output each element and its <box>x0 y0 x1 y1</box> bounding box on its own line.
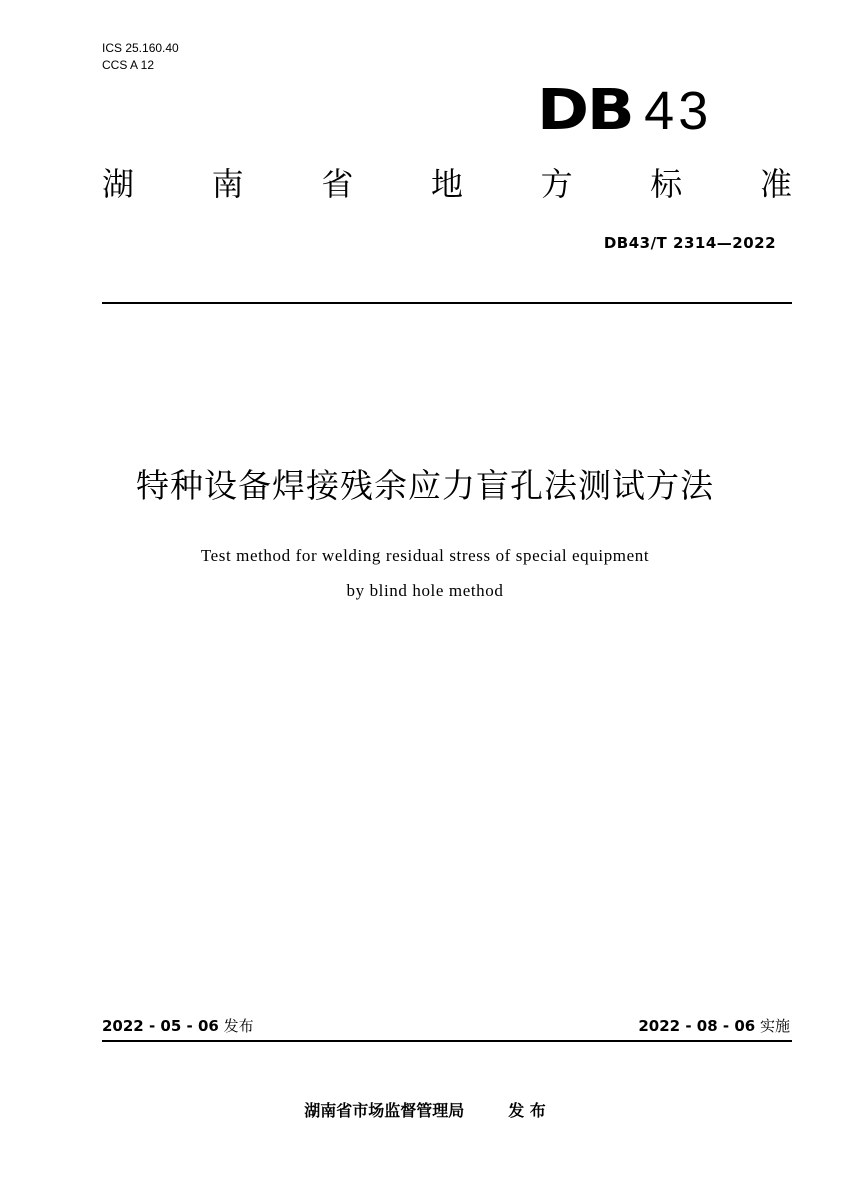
standard-type-char: 湖 <box>102 165 135 203</box>
standard-type-char: 地 <box>430 165 463 203</box>
document-title-en <box>0 538 850 608</box>
implementation-date-value: 2022 - 08 - 06 <box>638 1017 756 1035</box>
implementation-date-label: 实施 <box>759 1017 790 1035</box>
ccs-code: CCS A 12 <box>102 58 155 72</box>
document-title-cn: 特种设备焊接残余应力盲孔法测试方法 <box>136 466 714 505</box>
standard-type-char: 南 <box>211 165 244 203</box>
classification-codes <box>102 40 179 74</box>
issue-date <box>102 1016 254 1036</box>
publisher-name: 湖南省市场监督管理局 <box>304 1101 465 1120</box>
standard-type-char: 省 <box>321 165 354 203</box>
standard-type-char: 标 <box>650 165 683 203</box>
db-logo-prefix: DB <box>537 78 633 143</box>
title-en-line-2: by blind hole method <box>346 581 504 600</box>
issue-date-label: 发布 <box>223 1017 254 1035</box>
ics-code: ICS 25.160.40 <box>102 41 179 55</box>
db-logo-code: 43 <box>644 81 713 141</box>
footer-divider <box>102 1040 792 1042</box>
standard-type-char: 准 <box>759 165 792 203</box>
publisher-line <box>0 1100 850 1122</box>
title-en-line-1: Test method for welding residual stress of special equipment <box>200 546 650 565</box>
implementation-date <box>638 1016 790 1036</box>
standard-number: DB43/T 2314—2022 <box>603 234 776 252</box>
standard-type-heading <box>102 164 792 204</box>
issue-date-value: 2022 - 05 - 06 <box>102 1017 219 1035</box>
db-logo <box>537 78 713 143</box>
publisher-action: 发 布 <box>508 1101 546 1120</box>
standard-type-char: 方 <box>540 165 573 203</box>
header-divider <box>102 302 792 304</box>
